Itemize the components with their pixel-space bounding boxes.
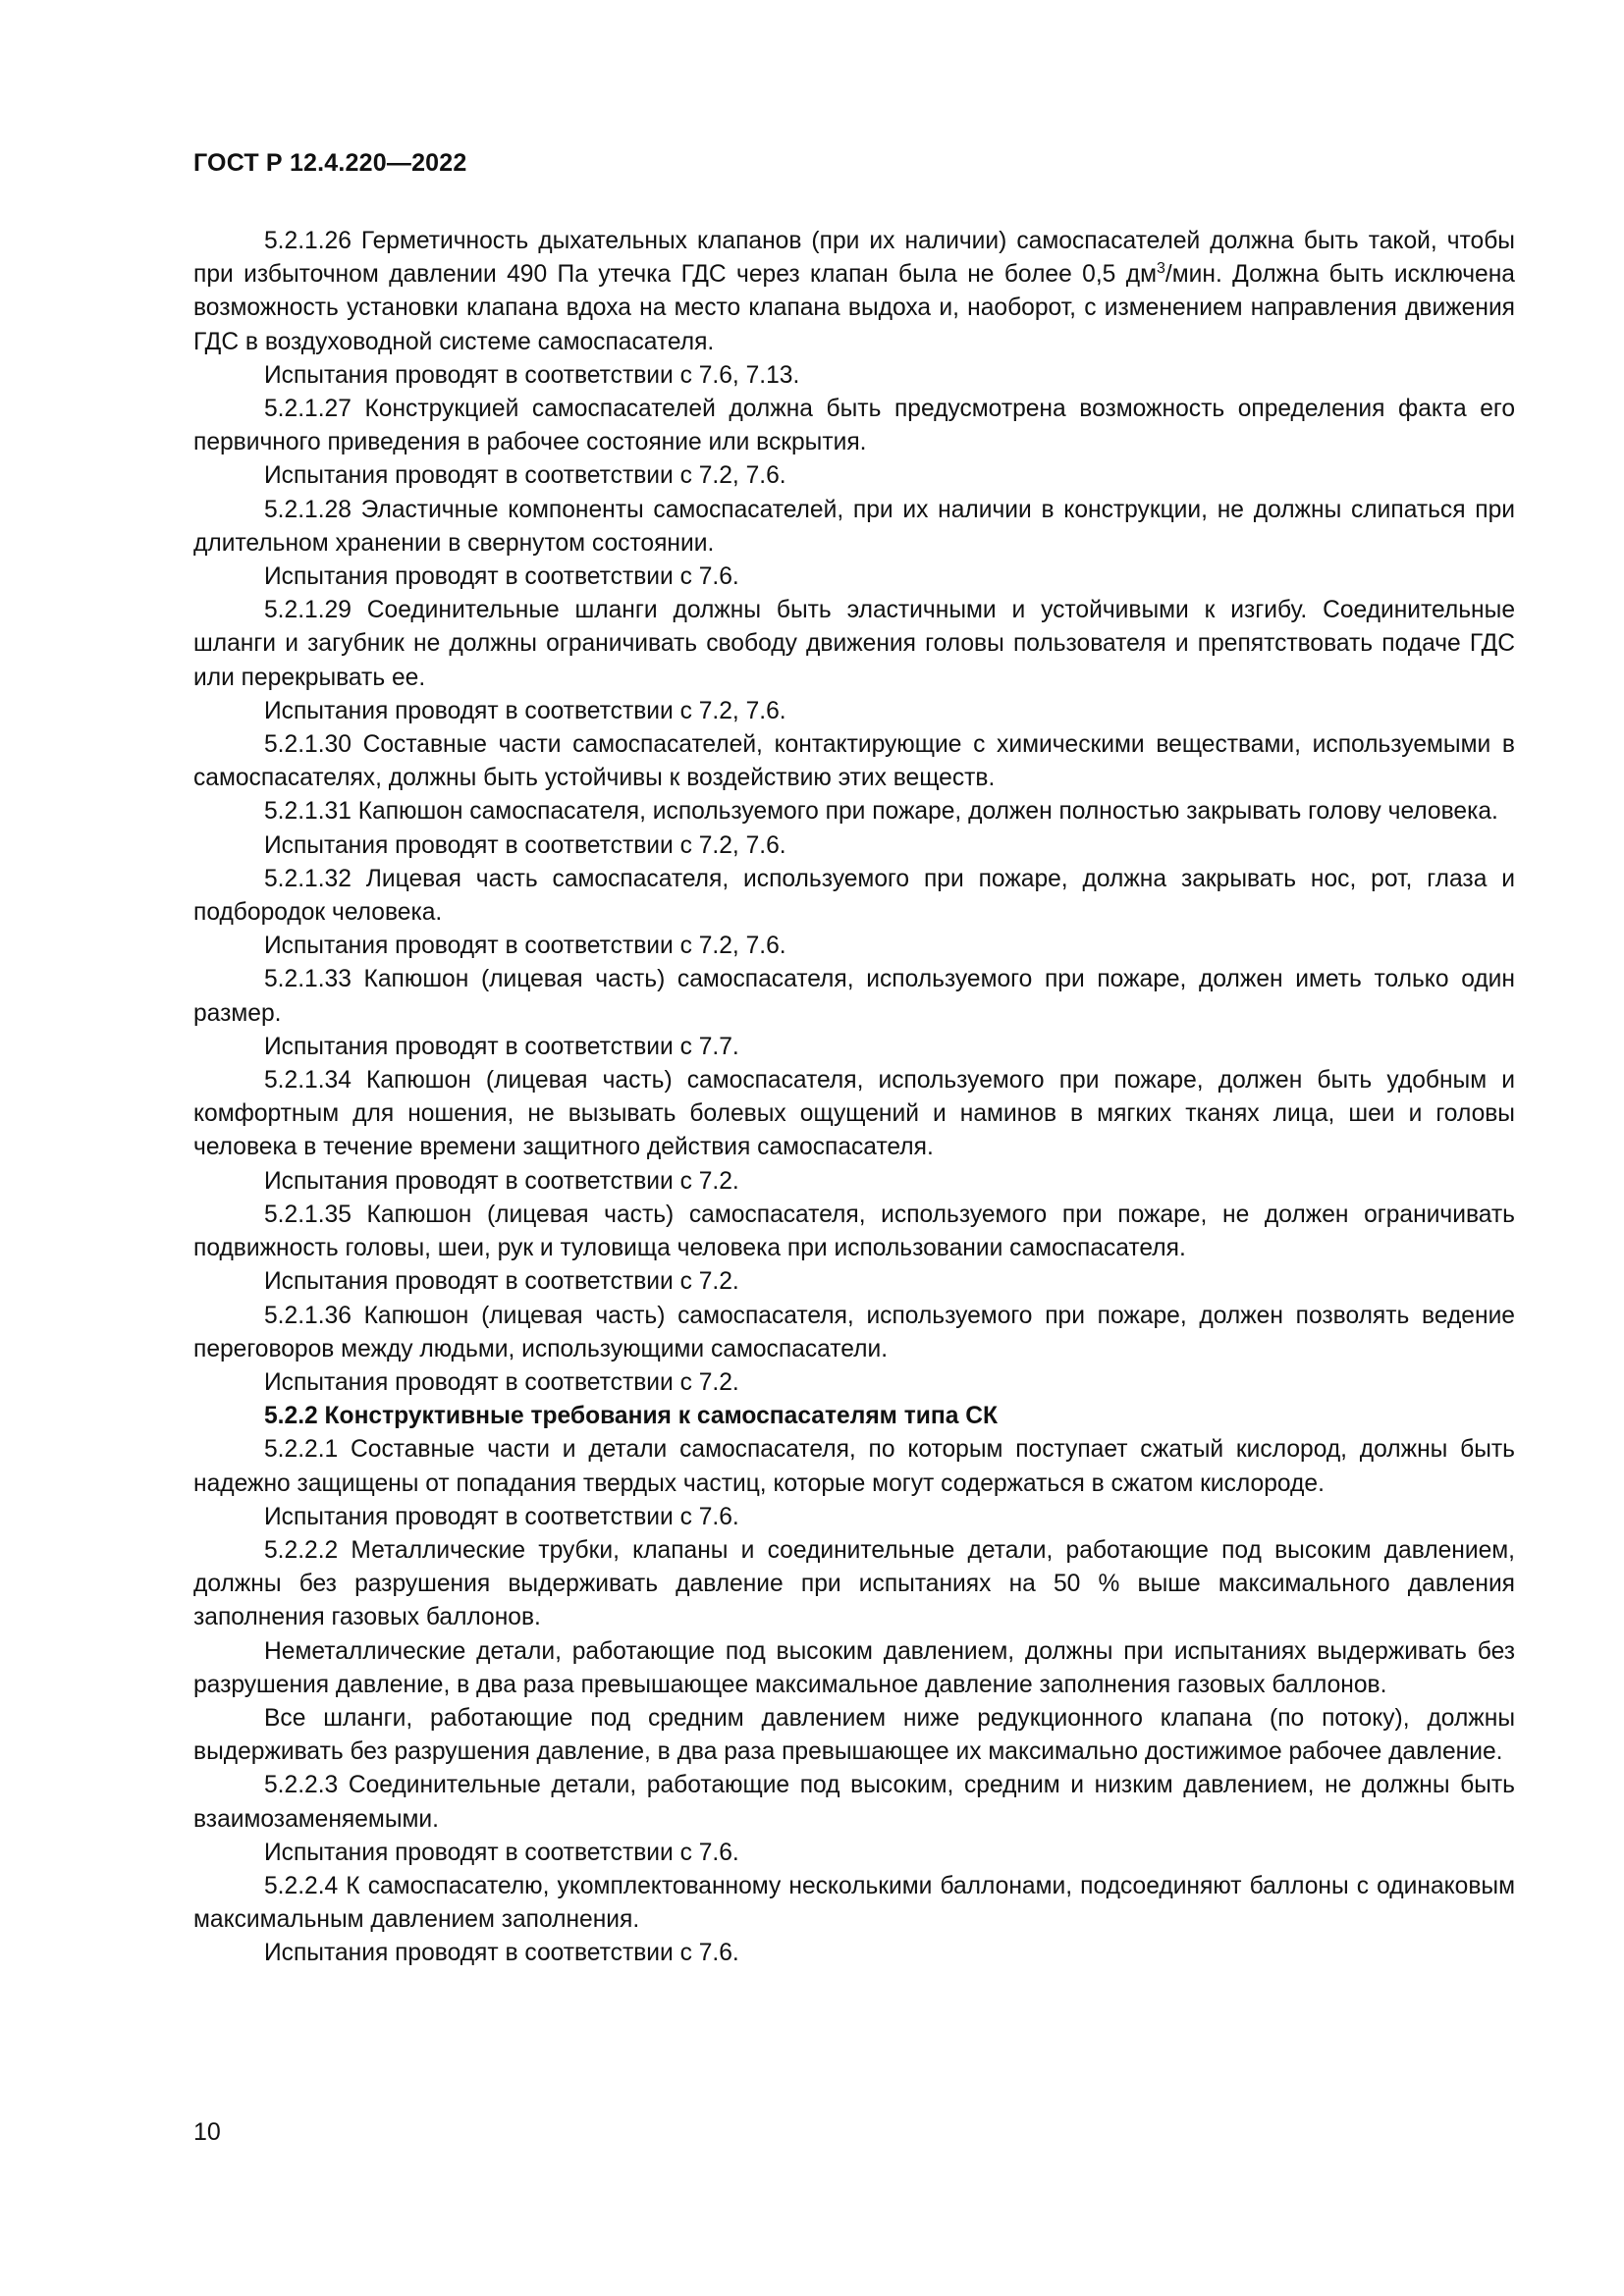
paragraph (193, 1165, 1515, 1199)
paragraph-text: 5.2.2.4 К самоспасателю, укомплектованному несколькими баллонами, подсоединяют баллоны с одинаковым максимальным давлением заполнения. (193, 1872, 1515, 1934)
paragraph-text: Испытания проводят в соответствии с 7.2. (264, 1167, 739, 1195)
section-heading (193, 1400, 1515, 1433)
paragraph-text: 5.2.1.27 Конструкцией самоспасателей должна быть предусмотрена возможность определения факта его первичного приведения в рабочее состояние или вскрытия. (193, 396, 1515, 456)
paragraph (193, 1769, 1515, 1836)
paragraph-text: Испытания проводят в соответствии с 7.2. (264, 1268, 739, 1296)
paragraph (193, 963, 1515, 1030)
paragraph-text: Испытания проводят в соответствии с 7.6. (264, 563, 739, 591)
paragraph-text: 5.2.1.28 Эластичные компоненты самоспасателей, при их наличии в конструкции, не должны слипаться при длительном хранении в свернутом состоянии. (193, 496, 1515, 557)
paragraph (193, 695, 1515, 728)
paragraph-text: 5.2.1.30 Составные части самоспасателей, контактирующие с химическими веществами, используемыми в самоспасателях, должны быть устойчивы к воздействию этих веществ. (193, 731, 1515, 792)
paragraph (193, 393, 1515, 459)
paragraph-text: Испытания проводят в соответствии с 7.2, 7.6. (264, 831, 786, 859)
paragraph-text: Испытания проводят в соответствии с 7.2, 7.6. (264, 697, 786, 724)
paragraph-text: Испытания проводят в соответствии с 7.2, 7.6. (264, 462, 786, 490)
paragraph-text: 5.2.2.2 Металлические трубки, клапаны и соединительные детали, работающие под высоким давлением, должны без разрушения выдерживать давление при испытаниях на 50 % выше максимального давления заполнения газовых баллонов. (193, 1536, 1515, 1631)
paragraph-text: 5.2.1.34 Капюшон (лицевая часть) самоспасателя, используемого при пожаре, должен быть удобным и комфортным для ношения, не вызывать болевых ощущений и наминов в мягких тканях лица, шеи и головы человека в течение времени защитного действия самоспасателя. (193, 1067, 1515, 1161)
paragraph (193, 795, 1515, 828)
paragraph-text: 5.2.2 Конструктивные требования к самоспасателям типа СК (264, 1403, 998, 1430)
paragraph (193, 1635, 1515, 1702)
paragraph (193, 1265, 1515, 1299)
paragraph-text: Испытания проводят в соответствии с 7.6. (264, 1503, 739, 1530)
paragraph (193, 1031, 1515, 1064)
paragraph (193, 728, 1515, 795)
paragraph-text: Испытания проводят в соответствии с 7.6. (264, 1940, 739, 1967)
paragraph-text: Испытания проводят в соответствии с 7.2. (264, 1368, 739, 1396)
paragraph-text: Испытания проводят в соответствии с 7.2, 7.6. (264, 933, 786, 960)
superscript: 3 (1156, 260, 1165, 278)
document-body (193, 225, 1515, 1971)
paragraph (193, 1064, 1515, 1165)
paragraph (193, 829, 1515, 863)
paragraph (193, 494, 1515, 561)
paragraph (193, 1937, 1515, 1970)
paragraph-text: 5.2.1.33 Капюшон (лицевая часть) самоспасателя, используемого при пожаре, должен иметь только один размер. (193, 966, 1515, 1027)
paragraph (193, 1702, 1515, 1769)
paragraph (193, 1366, 1515, 1400)
paragraph-text: Все шланги, работающие под средним давлением ниже редукционного клапана (по потоку), должны выдерживать без разрушения давление, в два раза превышающее их максимально достижимое рабочее давление. (193, 1704, 1515, 1766)
paragraph-text: 5.2.1.26 Герметичность дыхательных клапанов (при их наличии) самоспасателей должна быть такой, чтобы при избыточном давлении 490 Па утечка ГДС через клапан была не более 0,5 дм (193, 228, 1515, 289)
paragraph-text: 5.2.1.36 Капюшон (лицевая часть) самоспасателя, используемого при пожаре, должен позволять ведение переговоров между людьми, использующими самоспасатели. (193, 1302, 1515, 1362)
paragraph (193, 359, 1515, 393)
paragraph (193, 1837, 1515, 1870)
paragraph-text: 5.2.1.29 Соединительные шланги должны быть эластичными и устойчивыми к изгибу. Соединительные шланги и загубник не должны ограничивать свободу движения головы пользователя и препятствовать подаче ГДС или перекрывать ее. (193, 597, 1515, 691)
paragraph (193, 594, 1515, 695)
paragraph (193, 561, 1515, 594)
paragraph-text: Испытания проводят в соответствии с 7.7. (264, 1033, 739, 1060)
paragraph (193, 1870, 1515, 1937)
document-title: ГОСТ Р 12.4.220—2022 (193, 149, 467, 177)
paragraph-text-tail: /мин. Должна быть исключена возможность установки клапана вдоха на место клапана выдоха и, наоборот, с изменением направления движения ГДС в воздуховодной системе самоспасателя. (193, 261, 1515, 355)
paragraph-text: 5.2.1.35 Капюшон (лицевая часть) самоспасателя, используемого при пожаре, не должен ограничивать подвижность головы, шеи, рук и туловища человека при использовании самоспасателя. (193, 1201, 1515, 1262)
paragraph (193, 930, 1515, 963)
paragraph (193, 1534, 1515, 1635)
paragraph-text: 5.2.1.32 Лицевая часть самоспасателя, используемого при пожаре, должна закрывать нос, рот, глаза и подбородок человека. (193, 865, 1515, 927)
paragraph (193, 1501, 1515, 1534)
paragraph (193, 1433, 1515, 1500)
paragraph-text: 5.2.2.1 Составные части и детали самоспасателя, по которым поступает сжатый кислород, должны быть надежно защищены от попадания твердых частиц, которые могут содержаться в сжатом кислороде. (193, 1436, 1515, 1497)
paragraph-text: Неметаллические детали, работающие под высоким давлением, должны при испытаниях выдерживать без разрушения давление, в два раза превышающее максимальное давление заполнения газовых баллонов. (193, 1637, 1515, 1698)
paragraph-text: 5.2.2.3 Соединительные детали, работающие под высоким, средним и низким давлением, не должны быть взаимозаменяемыми. (193, 1772, 1515, 1833)
paragraph (193, 1199, 1515, 1265)
paragraph-text: 5.2.1.31 Капюшон самоспасателя, используемого при пожаре, должен полностью закрывать голову человека. (264, 798, 1498, 826)
paragraph (193, 225, 1515, 359)
paragraph-text: Испытания проводят в соответствии с 7.6, 7.13. (264, 361, 800, 389)
paragraph (193, 459, 1515, 493)
paragraph (193, 1300, 1515, 1366)
paragraph-text: Испытания проводят в соответствии с 7.6. (264, 1839, 739, 1866)
page-number: 10 (193, 2118, 221, 2146)
paragraph (193, 863, 1515, 930)
